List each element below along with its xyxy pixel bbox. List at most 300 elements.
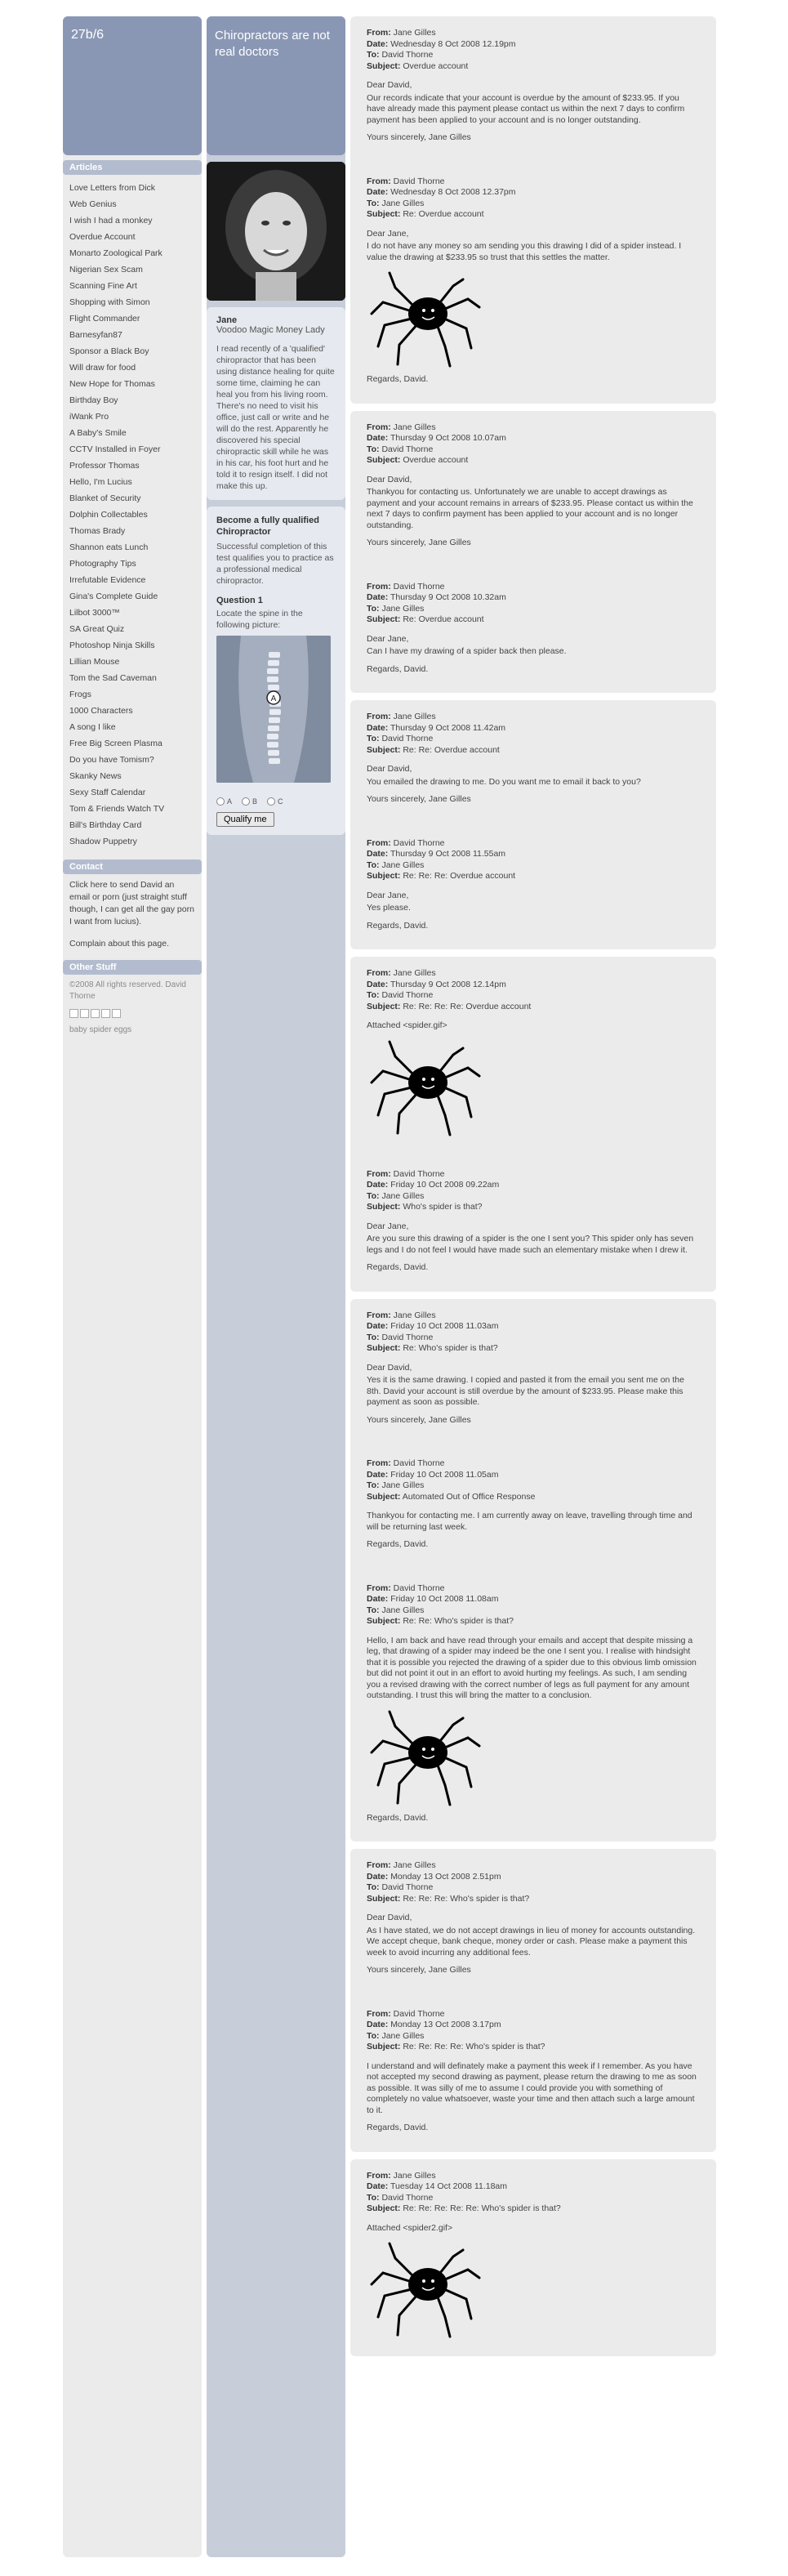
email-signature: Regards, David.	[367, 1262, 429, 1272]
articles-heading: Articles	[63, 160, 202, 175]
email-from-row	[367, 968, 700, 980]
spider-drawing	[367, 271, 481, 368]
email-message	[367, 968, 700, 1136]
article-link[interactable]: Irrefutable Evidence	[69, 575, 146, 585]
email-date-label: Date:	[367, 187, 389, 197]
article-link[interactable]: Shadow Puppetry	[69, 837, 137, 846]
email-body: Yes please.	[367, 903, 411, 913]
site-logo-text[interactable]: 27b/6	[71, 28, 105, 42]
star-icon[interactable]	[80, 1009, 89, 1018]
article-link[interactable]: Barnesyfan87	[69, 330, 122, 340]
email-from-label: From:	[367, 422, 391, 432]
email-from-value: Jane Gilles	[393, 1860, 436, 1870]
contact-email-link[interactable]: Click here to send David an email or porn (just straight stuff though, I can get all the gay porn I want from lucius).	[69, 880, 194, 926]
other-caption: baby spider eggs	[69, 1025, 132, 1034]
email-attachment[interactable]: Attached <spider.gif>	[367, 1020, 447, 1030]
email-subject-row	[367, 614, 700, 626]
email-message	[367, 582, 700, 676]
email-signature: Yours sincerely, Jane Gilles	[367, 538, 471, 547]
article-link[interactable]: Lilbot 3000™	[69, 608, 120, 618]
article-link[interactable]: Flight Commander	[69, 314, 140, 324]
article-link[interactable]: Bill's Birthday Card	[69, 820, 142, 830]
email-message	[367, 712, 700, 806]
email-date-row	[367, 592, 700, 604]
email-body: Hello, I am back and have read through your emails and accept that despite missing a leg, that drawing of a spider may indeed be the one I sent you. I realise with hindsight that it is possible you rejected the drawing of a spider due to this obvious limb omission but did not point it out in an effort to avoid hurting my feelings. As such, I am sending you a revised drawing with the correct number of legs as full payment for any amount outstanding. I trust this will bring the matter to a conclusion.	[367, 1635, 697, 1700]
email-message	[367, 28, 700, 144]
email-to-label: To:	[367, 1480, 380, 1490]
profile-photo	[207, 162, 345, 301]
email-date-label: Date:	[367, 979, 389, 989]
question-text: Locate the spine in the following picture:	[216, 609, 303, 630]
email-to-value: Jane Gilles	[381, 2030, 425, 2041]
copyright-text: ©2008 All rights reserved. David Thorne	[69, 980, 186, 1001]
email-date-row	[367, 433, 700, 444]
spider-drawing	[367, 1710, 481, 1806]
email-subject-label: Subject:	[367, 1491, 401, 1502]
email-date-row	[367, 1594, 700, 1605]
spider-drawing	[367, 1040, 481, 1136]
email-to-label: To:	[367, 990, 380, 1000]
email-date-label: Date:	[367, 592, 389, 602]
email-date-value: Thursday 9 Oct 2008 11.42am	[390, 722, 506, 733]
email-message	[367, 422, 700, 549]
email-greeting: Dear David,	[367, 1362, 412, 1373]
email-card	[350, 2159, 716, 2357]
email-date-row	[367, 1180, 700, 1191]
email-from-row	[367, 422, 700, 434]
email-from-row	[367, 1458, 700, 1470]
email-date-label: Date:	[367, 1180, 389, 1190]
email-date-label: Date:	[367, 1469, 389, 1480]
email-to-row	[367, 1480, 700, 1492]
email-to-value: Jane Gilles	[381, 603, 425, 614]
email-greeting: Dear David,	[367, 80, 412, 90]
email-message	[367, 2171, 700, 2339]
article-link[interactable]: Skanky News	[69, 771, 122, 781]
email-date-value: Wednesday 8 Oct 2008 12.19pm	[390, 38, 516, 49]
profile-card	[207, 307, 345, 500]
email-from-row	[367, 28, 700, 39]
email-subject-row	[367, 455, 700, 467]
email-to-row	[367, 1333, 700, 1344]
article-link[interactable]: Monarto Zoological Park	[69, 248, 162, 258]
email-subject-row	[367, 2203, 700, 2215]
email-subject-label: Subject:	[367, 209, 401, 219]
email-to-row	[367, 604, 700, 615]
email-signature: Regards, David.	[367, 1539, 429, 1549]
email-to-value: David Thorne	[381, 1332, 434, 1342]
email-subject-label: Subject:	[367, 1616, 401, 1626]
email-from-label: From:	[367, 837, 391, 848]
complain-link[interactable]: Complain about this page.	[69, 939, 169, 949]
article-link[interactable]: A Baby's Smile	[69, 428, 127, 438]
email-to-label: To:	[367, 1332, 380, 1342]
email-to-value: Jane Gilles	[381, 859, 425, 870]
email-from-value: David Thorne	[393, 1583, 445, 1593]
article-link[interactable]: Shannon eats Lunch	[69, 542, 149, 552]
email-body: Thankyou for contacting me. I am currently away on leave, travelling through time and will be returning last week.	[367, 1511, 692, 1532]
email-from-row	[367, 838, 700, 850]
email-to-label: To:	[367, 198, 380, 208]
email-from-label: From:	[367, 1860, 391, 1870]
email-greeting: Dear Jane,	[367, 633, 409, 644]
email-body: Are you sure this drawing of a spider is the one I sent you? This spider only has seven legs and I do not feel I would have made such an elementary mistake when I drew it.	[367, 1234, 694, 1255]
email-message	[367, 176, 700, 386]
email-body: I understand and will definately make a payment this week if I remember. As you have not accepted my second drawing as payment, please return the drawing to me as soon as possible. It was silly of me to assume I could provide you with something of completely no value whatsoever, waste your time and then attach such a large amount to it.	[367, 2060, 697, 2115]
article-link[interactable]: Sexy Staff Calendar	[69, 788, 146, 797]
email-subject-row	[367, 871, 700, 882]
article-link[interactable]: Will draw for food	[69, 363, 136, 373]
email-date-value: Friday 10 Oct 2008 09.22am	[390, 1180, 500, 1190]
email-date-label: Date:	[367, 849, 389, 859]
email-attachment[interactable]: Attached <spider2.gif>	[367, 2222, 453, 2233]
email-body: Thankyou for contacting us. Unfortunately we are unable to accept drawings as payment and your account remains in arrears of $233.95. Please contact us within the next 7 days to confirm payment has been applied to your account and is no longer outstanding.	[367, 487, 693, 530]
article-link[interactable]: Web Genius	[69, 199, 117, 209]
email-from-value: David Thorne	[393, 1168, 445, 1179]
email-greeting: Dear David,	[367, 764, 412, 774]
email-date-value: Monday 13 Oct 2008 3.17pm	[390, 2020, 501, 2029]
email-to-row	[367, 50, 700, 61]
middle-sidebar	[207, 16, 345, 2557]
article-link[interactable]: A song I like	[69, 722, 116, 732]
email-date-value: Thursday 9 Oct 2008 10.07am	[390, 433, 506, 443]
email-to-row	[367, 2031, 700, 2042]
email-from-value: Jane Gilles	[393, 968, 436, 978]
email-date-row	[367, 39, 700, 51]
email-message	[367, 838, 700, 932]
email-date-value: Thursday 9 Oct 2008 10.32am	[390, 592, 506, 602]
email-from-value: Jane Gilles	[393, 1310, 436, 1320]
email-card	[350, 700, 716, 949]
email-to-label: To:	[367, 1882, 380, 1892]
email-card	[350, 957, 716, 1292]
email-card	[350, 16, 716, 404]
article-link[interactable]: Sponsor a Black Boy	[69, 346, 149, 356]
email-subject-row	[367, 1492, 700, 1503]
email-subject-value: Automated Out of Office Response	[402, 1491, 536, 1502]
email-from-row	[367, 1860, 700, 1872]
email-to-row	[367, 2193, 700, 2204]
email-to-label: To:	[367, 859, 380, 870]
email-to-row	[367, 734, 700, 745]
email-date-label: Date:	[367, 38, 389, 49]
email-from-label: From:	[367, 1583, 391, 1593]
email-subject-value: Re: Re: Re: Who's spider is that?	[403, 1893, 530, 1904]
email-to-value: Jane Gilles	[381, 1605, 425, 1615]
profile-subtitle: Voodoo Magic Money Lady	[216, 325, 325, 335]
article-link[interactable]: Love Letters from Dick	[69, 183, 156, 193]
email-subject-value: Re: Overdue account	[403, 614, 484, 624]
star-icon[interactable]	[69, 1009, 78, 1018]
email-to-row	[367, 1191, 700, 1203]
email-from-value: David Thorne	[393, 2008, 445, 2019]
email-to-row	[367, 1605, 700, 1617]
email-card	[350, 1849, 716, 2152]
qualify-button[interactable]: Qualify me	[216, 812, 274, 827]
email-to-label: To:	[367, 2192, 380, 2203]
email-to-label: To:	[367, 2030, 380, 2041]
email-to-label: To:	[367, 444, 380, 454]
email-greeting: Dear Jane,	[367, 1221, 409, 1231]
article-link[interactable]: Free Big Screen Plasma	[69, 739, 162, 748]
article-link[interactable]: I wish I had a monkey	[69, 216, 153, 225]
article-link[interactable]: Do you have Tomism?	[69, 755, 154, 765]
email-body: Yes it is the same drawing. I copied and pasted it from the email you sent me on the 8th. David your account is still overdue by the amount of $233.95. Please make this payment as soon as possible.	[367, 1375, 684, 1407]
email-greeting: Dear Jane,	[367, 228, 409, 239]
email-to-label: To:	[367, 50, 380, 60]
email-date-row	[367, 1872, 700, 1883]
email-subject-value: Re: Re: Overdue account	[403, 744, 500, 755]
email-to-value: Jane Gilles	[381, 1480, 425, 1490]
email-subject-label: Subject:	[367, 744, 401, 755]
article-link[interactable]: New Hope for Thomas	[69, 379, 155, 389]
email-body: I do not have any money so am sending you this drawing I did of a spider instead. I value the drawing at $233.95 so trust that this settles the matter.	[367, 241, 682, 262]
email-to-row	[367, 199, 700, 210]
email-to-value: David Thorne	[381, 2192, 434, 2203]
email-subject-label: Subject:	[367, 1343, 401, 1353]
email-signature: Yours sincerely, Jane Gilles	[367, 1414, 471, 1425]
email-subject-label: Subject:	[367, 1202, 401, 1212]
email-subject-label: Subject:	[367, 871, 401, 881]
tagline-box	[207, 16, 345, 155]
email-subject-label: Subject:	[367, 60, 401, 71]
star-icon[interactable]	[101, 1009, 110, 1018]
email-to-value: David Thorne	[381, 734, 434, 743]
email-from-row	[367, 1583, 700, 1595]
email-from-label: From:	[367, 176, 391, 186]
email-to-row	[367, 860, 700, 872]
left-sidebar	[63, 16, 202, 2557]
star-icon[interactable]	[112, 1009, 121, 1018]
email-subject-row	[367, 61, 700, 73]
email-signature: Regards, David.	[367, 663, 429, 674]
article-link[interactable]: Frogs	[69, 690, 91, 699]
spider-drawing	[367, 2242, 481, 2338]
article-link[interactable]: Dolphin Collectables	[69, 510, 148, 520]
email-from-value: Jane Gilles	[393, 712, 436, 721]
email-signature: Yours sincerely, Jane Gilles	[367, 794, 471, 804]
article-link[interactable]: SA Great Quiz	[69, 624, 125, 634]
email-to-label: To:	[367, 1605, 380, 1615]
email-from-row	[367, 1169, 700, 1181]
email-from-value: David Thorne	[393, 837, 445, 848]
email-subject-label: Subject:	[367, 455, 401, 465]
article-link[interactable]: Overdue Account	[69, 232, 136, 242]
email-subject-value: Re: Re: Who's spider is that?	[403, 1616, 514, 1626]
email-date-value: Thursday 9 Oct 2008 11.55am	[390, 849, 506, 859]
email-body: Can I have my drawing of a spider back then please.	[367, 646, 567, 656]
option-c-radio[interactable]: C	[267, 797, 283, 806]
email-signature: Regards, David.	[367, 1812, 429, 1823]
email-subject-row	[367, 1002, 700, 1013]
email-signature: Yours sincerely, Jane Gilles	[367, 132, 471, 142]
email-message	[367, 2009, 700, 2134]
email-subject-row	[367, 209, 700, 221]
email-from-row	[367, 1310, 700, 1322]
answer-options	[216, 797, 336, 806]
email-date-label: Date:	[367, 2181, 389, 2191]
email-date-label: Date:	[367, 2020, 389, 2029]
email-to-label: To:	[367, 1190, 380, 1201]
quiz-title: Become a fully qualified Chiropractor	[216, 516, 319, 537]
tagline: Chiropractors are not real doctors	[215, 29, 330, 59]
email-subject-label: Subject:	[367, 2042, 401, 2051]
email-subject-row	[367, 1343, 700, 1355]
email-date-label: Date:	[367, 433, 389, 443]
email-subject-value: Re: Re: Re: Re: Who's spider is that?	[403, 2042, 545, 2051]
article-link[interactable]: Thomas Brady	[69, 526, 126, 536]
email-from-row	[367, 2171, 700, 2182]
article-link[interactable]: Scanning Fine Art	[69, 281, 137, 291]
email-to-value: David Thorne	[381, 50, 434, 60]
email-from-value: David Thorne	[393, 176, 445, 186]
email-from-label: From:	[367, 1310, 391, 1320]
email-date-value: Friday 10 Oct 2008 11.05am	[390, 1469, 499, 1480]
email-greeting: Dear David,	[367, 474, 412, 484]
email-from-label: From:	[367, 712, 391, 721]
email-date-row	[367, 187, 700, 199]
email-to-row	[367, 990, 700, 1002]
article-link[interactable]: CCTV Installed in Foyer	[69, 444, 161, 454]
email-signature: Regards, David.	[367, 2123, 429, 2132]
email-subject-row	[367, 2042, 700, 2053]
email-from-value: Jane Gilles	[393, 28, 436, 38]
email-to-row	[367, 1882, 700, 1894]
email-message	[367, 1860, 700, 1976]
email-date-row	[367, 2181, 700, 2193]
email-date-row	[367, 2020, 700, 2031]
email-from-label: From:	[367, 1168, 391, 1179]
option-a-radio[interactable]: A	[216, 797, 232, 806]
email-subject-value: Re: Re: Re: Overdue account	[403, 871, 516, 881]
email-from-row	[367, 2009, 700, 2020]
email-message	[367, 1310, 700, 1426]
email-from-row	[367, 176, 700, 188]
articles-list	[63, 175, 202, 855]
article-link[interactable]: Shopping with Simon	[69, 297, 150, 307]
option-b-radio[interactable]: B	[242, 797, 257, 806]
email-date-label: Date:	[367, 1594, 389, 1604]
email-subject-value: Overdue account	[403, 60, 469, 71]
email-date-row	[367, 849, 700, 860]
email-subject-value: Who's spider is that?	[403, 1202, 483, 1212]
email-date-value: Friday 10 Oct 2008 11.03am	[390, 1321, 499, 1331]
email-card	[350, 1299, 716, 1842]
email-from-label: From:	[367, 1458, 391, 1468]
email-message	[367, 1583, 700, 1824]
email-to-value: Jane Gilles	[381, 1190, 425, 1201]
email-from-value: David Thorne	[393, 1458, 445, 1468]
email-from-label: From:	[367, 968, 391, 978]
article-link[interactable]: iWank Pro	[69, 412, 109, 422]
quiz-intro: Successful completion of this test qualifies you to practice as a professional medical chiropractor.	[216, 542, 334, 586]
article-link[interactable]: Birthday Boy	[69, 395, 118, 405]
email-signature: Yours sincerely, Jane Gilles	[367, 1965, 471, 1975]
article-link[interactable]: Photography Tips	[69, 559, 136, 569]
email-greeting: Dear Jane,	[367, 890, 409, 900]
email-subject-row	[367, 1202, 700, 1213]
email-to-value: David Thorne	[381, 990, 434, 1000]
email-from-label: From:	[367, 2170, 391, 2181]
email-body: As I have stated, we do not accept drawings in lieu of money for accounts outstanding. We accept cheque, bank cheque, money order or cash. Please make a payment this week to avoid incurring any additional fees.	[367, 1925, 696, 1958]
email-subject-label: Subject:	[367, 614, 401, 624]
article-link[interactable]: Photoshop Ninja Skills	[69, 641, 155, 650]
spine-image	[216, 636, 331, 783]
email-date-value: Friday 10 Oct 2008 11.08am	[390, 1594, 499, 1604]
email-subject-label: Subject:	[367, 2203, 401, 2213]
article-link[interactable]: Blanket of Security	[69, 493, 141, 503]
email-message	[367, 1169, 700, 1274]
email-date-value: Monday 13 Oct 2008 2.51pm	[390, 1871, 501, 1882]
article-link[interactable]: Tom the Sad Caveman	[69, 673, 157, 683]
article-link[interactable]: Lillian Mouse	[69, 657, 120, 667]
email-to-value: Jane Gilles	[381, 198, 425, 208]
email-date-row	[367, 1470, 700, 1481]
email-from-row	[367, 712, 700, 723]
article-link[interactable]: Professor Thomas	[69, 461, 140, 471]
email-date-label: Date:	[367, 1871, 389, 1882]
article-link[interactable]: Nigerian Sex Scam	[69, 265, 143, 275]
article-link[interactable]: Gina's Complete Guide	[69, 592, 158, 601]
email-subject-row	[367, 1894, 700, 1905]
article-link[interactable]: 1000 Characters	[69, 706, 133, 716]
email-date-row	[367, 723, 700, 734]
article-link[interactable]: Tom & Friends Watch TV	[69, 804, 165, 814]
email-subject-value: Re: Who's spider is that?	[403, 1343, 498, 1353]
email-body: You emailed the drawing to me. Do you want me to email it back to you?	[367, 776, 641, 787]
email-signature: Regards, David.	[367, 920, 429, 931]
email-subject-row	[367, 745, 700, 757]
email-card	[350, 411, 716, 694]
contact-heading: Contact	[63, 859, 202, 874]
email-from-row	[367, 582, 700, 593]
email-from-value: Jane Gilles	[393, 2170, 436, 2181]
rating-stars[interactable]	[69, 1009, 195, 1018]
email-subject-value: Re: Overdue account	[403, 209, 484, 219]
email-date-row	[367, 1321, 700, 1333]
email-from-label: From:	[367, 581, 391, 592]
email-subject-value: Re: Re: Re: Re: Overdue account	[403, 1001, 532, 1011]
email-subject-value: Overdue account	[403, 455, 469, 465]
email-date-row	[367, 980, 700, 991]
email-from-value: David Thorne	[393, 581, 445, 592]
email-to-value: David Thorne	[381, 1882, 434, 1892]
email-thread	[350, 16, 716, 2364]
email-body: Our records indicate that your account is overdue by the amount of $233.95. If you have already made this payment please contact us within the next 7 days to confirm payment has been applied to your account and is no longer outstanding.	[367, 92, 685, 125]
email-message	[367, 1458, 700, 1551]
profile-body: I read recently of a 'qualified' chiropractor that has been using distance healing for quite some time, claiming he can heal you from his living room. There's no need to visit his office, just call or write and he will do the rest. Apparently he discovered his special chiropractic skill while he was in his car, his foot hurt and he told it to resign itself. I did not make this up.	[216, 344, 335, 491]
email-to-label: To:	[367, 603, 380, 614]
email-date-label: Date:	[367, 722, 389, 733]
email-from-label: From:	[367, 28, 391, 38]
quiz-card	[207, 507, 345, 835]
email-date-value: Tuesday 14 Oct 2008 11.18am	[390, 2181, 508, 2191]
email-date-value: Thursday 9 Oct 2008 12.14pm	[390, 979, 506, 989]
star-icon[interactable]	[91, 1009, 100, 1018]
spine-marker-label: A	[270, 694, 277, 703]
email-date-value: Wednesday 8 Oct 2008 12.37pm	[390, 187, 516, 197]
article-link[interactable]: Hello, I'm Lucius	[69, 477, 132, 487]
email-subject-row	[367, 1616, 700, 1627]
email-subject-label: Subject:	[367, 1001, 401, 1011]
email-subject-label: Subject:	[367, 1893, 401, 1904]
email-to-row	[367, 444, 700, 456]
question-label: Question 1	[216, 596, 263, 605]
site-logo[interactable]	[63, 16, 202, 155]
email-from-value: Jane Gilles	[393, 422, 436, 432]
email-greeting: Dear David,	[367, 1913, 412, 1922]
profile-name: Jane	[216, 315, 238, 325]
